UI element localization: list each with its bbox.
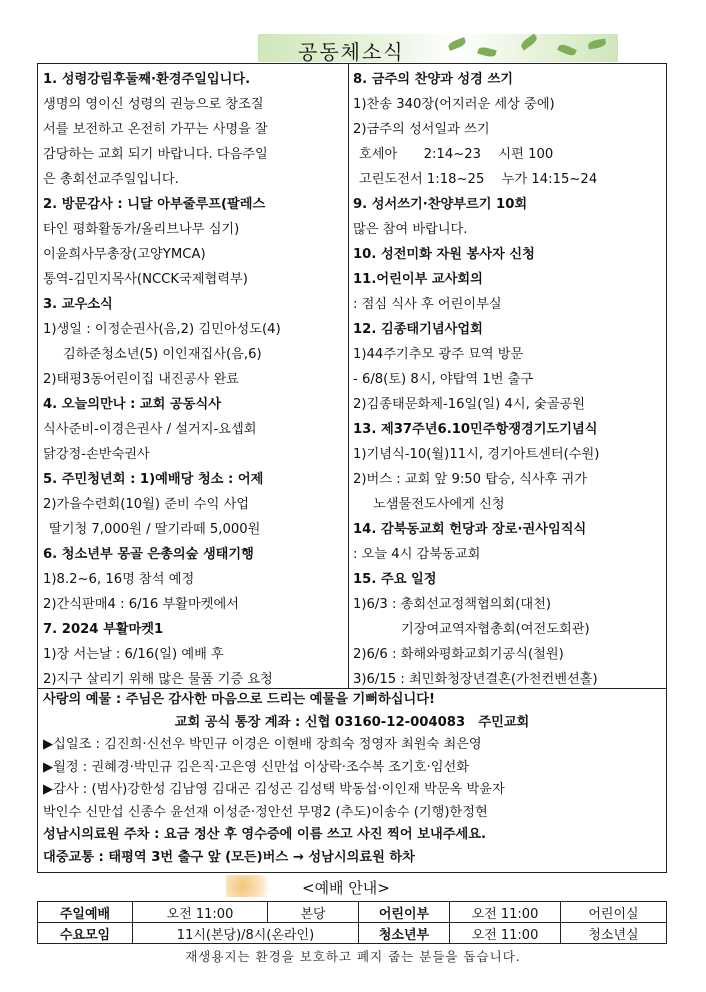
left-line: 2)태평3동어린이집 내진공사 완료 bbox=[43, 372, 239, 387]
right-line: 8. 금주의 찬양과 성경 쓰기 bbox=[353, 72, 513, 87]
left-line: 닭강정-손반숙권사 bbox=[43, 447, 150, 462]
left-line: 2)지구 살리기 위해 많은 물품 기증 요청 bbox=[43, 672, 273, 687]
table-cell: 청소년부 bbox=[359, 923, 450, 944]
table-cell: 수요모임 bbox=[38, 923, 133, 944]
left-line: 생명의 영이신 성령의 권능으로 창조질 bbox=[43, 97, 264, 112]
table-row bbox=[38, 902, 667, 923]
flower-decoration-icon bbox=[226, 875, 268, 897]
right-line: 13. 제37주년6.10민주항쟁경기도기념식 bbox=[353, 422, 598, 437]
left-line: 식사준비-이경은권사 / 설거지-요셉회 bbox=[43, 422, 257, 437]
left-line: 2. 방문감사 : 니달 아부줄루프(팔레스 bbox=[43, 197, 266, 212]
right-line: - 6/8(토) 8시, 야탑역 1번 출구 bbox=[353, 372, 534, 387]
left-line: 1. 성령강림후둘째·환경주일입니다. bbox=[43, 72, 251, 87]
left-line: 1)8.2~6, 16명 참석 예정 bbox=[43, 572, 195, 587]
right-line: 12. 김종태기념사업회 bbox=[353, 322, 483, 337]
right-line: 1)44주기추모 광주 묘역 방문 bbox=[353, 347, 524, 362]
table-cell: 오전 11:00 bbox=[450, 902, 561, 923]
offering-line: ▶십일조 : 김진희·신선우 박민규 이경은 이현배 장희숙 정영자 최원숙 최은영 bbox=[43, 737, 482, 752]
right-line: 2)6/6 : 화해와평화교회기공식(철원) bbox=[353, 647, 564, 662]
left-line: 1)생일 : 이정순권사(음,2) 김민아성도(4) bbox=[43, 322, 281, 337]
leaf-decoration-icon bbox=[519, 34, 538, 51]
page-title: 공동체소식 bbox=[298, 40, 405, 64]
leaf-decoration-icon bbox=[477, 46, 496, 58]
left-line: 딸기청 7,000원 / 딸기라떼 5,000원 bbox=[49, 522, 261, 537]
offering-line: ▶감사 : (범사)강한성 김남영 김대곤 김성곤 김성택 박동섭·이인재 박문옥 박윤자 bbox=[43, 782, 505, 797]
worship-title: <예배 안내> bbox=[302, 879, 390, 897]
left-line: 2)간식판매4 : 6/16 부활마켓에서 bbox=[43, 597, 239, 612]
section-header bbox=[258, 34, 618, 62]
offering-line: ▶월정 : 권혜경·박민규 김은직·고은영 신만섭 이상락·조수복 조기호·임선화 bbox=[43, 759, 469, 775]
right-line: 1)기념식-10(월)11시, 경기아트센터(수원) bbox=[353, 447, 600, 462]
right-line: 2)버스 : 교회 앞 9:50 탑승, 식사후 귀가 bbox=[353, 472, 587, 487]
left-line: 통역-김민지목사(NCCK국제협력부) bbox=[43, 272, 248, 287]
leaf-decoration-icon bbox=[447, 37, 467, 51]
left-line: 2)가을수련회(10월) 준비 수익 사업 bbox=[43, 497, 250, 512]
offering-line: 성남시의료원 주차 : 요금 정산 후 영수증에 이름 쓰고 사진 찍어 보내주세요. bbox=[43, 827, 486, 842]
right-line: 기장여교역자협총회(여전도회관) bbox=[401, 622, 590, 637]
table-cell: 오전 11:00 bbox=[450, 923, 561, 944]
right-line: 2)김종태문화제-16일(일) 4시, 숯골공원 bbox=[353, 397, 585, 412]
right-line: 1)6/3 : 총회선교정책협의회(대천) bbox=[353, 597, 552, 612]
right-line: 1)찬송 340장(어지러운 세상 중에) bbox=[353, 97, 555, 112]
worship-schedule-table bbox=[37, 901, 667, 944]
left-line: 3. 교우소식 bbox=[43, 297, 113, 312]
offering-box bbox=[37, 689, 667, 873]
table-cell: 청소년실 bbox=[561, 923, 667, 944]
offering-line: 사랑의 예물 : 주님은 감사한 마음으로 드리는 예물을 기뻐하십니다! bbox=[43, 692, 435, 707]
table-cell: 본당 bbox=[268, 902, 359, 923]
table-row bbox=[38, 923, 667, 944]
table-cell: 어린이부 bbox=[359, 902, 450, 923]
left-line: 7. 2024 부활마켓1 bbox=[43, 622, 164, 637]
right-line: 10. 성전미화 자원 봉사자 신청 bbox=[353, 247, 535, 262]
offering-line: 대중교통 : 태평역 3번 출구 앞 (모든)버스 → 성남시의료원 하차 bbox=[43, 849, 415, 865]
left-line: 은 총회선교주일입니다. bbox=[43, 172, 179, 187]
left-line: 타인 평화활동가/올리브나무 심기) bbox=[43, 222, 240, 237]
right-line: 9. 성서쓰기·찬양부르기 10회 bbox=[353, 197, 528, 212]
right-line: : 점심 식사 후 어린이부실 bbox=[353, 297, 502, 312]
right-column bbox=[353, 67, 665, 692]
left-line: 이윤희사무총장(고양YMCA) bbox=[43, 247, 206, 262]
table-cell: 11시(본당)/8시(온라인) bbox=[133, 923, 359, 944]
left-line: 1)장 서는날 : 6/16(일) 예배 후 bbox=[43, 647, 224, 662]
right-line: 14. 감북동교회 헌당과 장로·권사임직식 bbox=[353, 522, 587, 537]
right-line: 11.어린이부 교사회의 bbox=[353, 272, 483, 287]
left-column bbox=[43, 67, 343, 692]
right-line: 호세아 2:14~23 시편 100 bbox=[359, 147, 554, 162]
footer-note: 재생용지는 환경을 보호하고 폐지 줍는 분들을 돕습니다. bbox=[185, 949, 521, 964]
right-line: 많은 참여 바랍니다. bbox=[353, 222, 468, 237]
offering-line: 박인수 신만섭 신종수 윤선재 이성준·정안선 무명2 (추도)이송수 (기행)한정현 bbox=[43, 804, 488, 820]
left-line: 김하준청소년(5) 이인재집사(음,6) bbox=[63, 347, 262, 362]
column-divider bbox=[348, 64, 349, 688]
right-line: : 오늘 4시 감북동교회 bbox=[353, 547, 481, 562]
offering-line: 교회 공식 통장 계좌 : 신협 03160-12-004083 주민교회 bbox=[174, 714, 530, 730]
right-line: 2)금주의 성서일과 쓰기 bbox=[353, 122, 490, 137]
left-line: 5. 주민청년회 : 1)예배당 청소 : 어제 bbox=[43, 472, 264, 487]
worship-banner bbox=[226, 873, 486, 898]
right-line: 15. 주요 일정 bbox=[353, 572, 437, 587]
table-cell: 주일예배 bbox=[38, 902, 133, 923]
left-line: 감당하는 교회 되기 바랍니다. 다음주일 bbox=[43, 147, 268, 162]
table-cell: 어린이실 bbox=[561, 902, 667, 923]
table-cell: 오전 11:00 bbox=[133, 902, 268, 923]
right-line: 노샘물전도사에게 신청 bbox=[373, 497, 505, 512]
right-line: 3)6/15 : 최민화청장년결혼(가천컨벤션홀) bbox=[353, 672, 598, 687]
left-line: 4. 오늘의만나 : 교회 공동식사 bbox=[43, 397, 221, 412]
news-box bbox=[37, 63, 667, 689]
leaf-decoration-icon bbox=[557, 43, 577, 58]
left-line: 서를 보전하고 온전히 가꾸는 사명을 잘 bbox=[43, 122, 268, 137]
leaf-decoration-icon bbox=[587, 38, 606, 49]
left-line: 6. 청소년부 몽골 은총의숲 생태기행 bbox=[43, 547, 254, 562]
right-line: 고린도전서 1:18~25 누가 14:15~24 bbox=[359, 172, 598, 187]
